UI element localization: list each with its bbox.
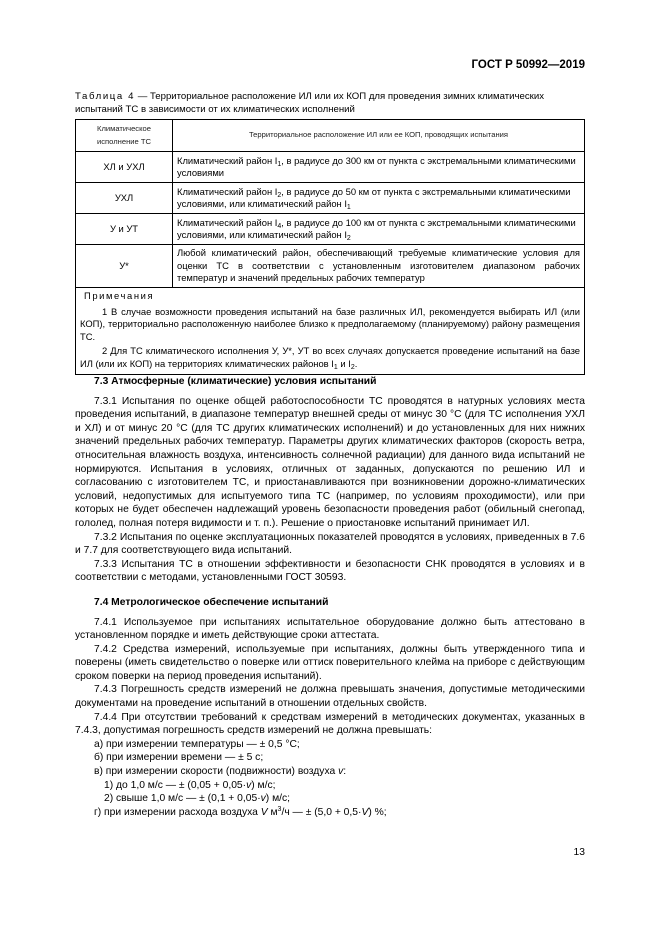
document-id: ГОСТ Р 50992—2019 [471,59,585,71]
climate-table [75,119,585,375]
table-row [76,152,585,183]
section-7-4-title: 7.4 Метрологическое обеспечение испытаний [94,596,329,608]
table-row [76,183,585,214]
execution-cell: УХЛ [76,183,173,214]
paragraph-7-3-2: 7.3.2 Испытания по оценке эксплуатационных показателей проводятся в условиях, приведенных в 7.6 и 7.7 для соответствующего вида испытаний. [75,531,585,557]
paragraph-7-4-1: 7.4.1 Используемое при испытаниях испытательное оборудование должно быть аттестовано в установленном порядке и иметь действующие сроки аттестата. [75,616,585,642]
table-caption [75,90,585,116]
list-item-v: в) при измерении скорости (подвижности) воздуха v: [94,766,347,778]
table-row [76,214,585,245]
table-notes [76,288,585,375]
notes-title: Примечания [84,290,155,301]
execution-cell: ХЛ и УХЛ [76,152,173,183]
col-header-execution: Климатическое исполнение ТС [76,120,173,152]
table-header-row [76,120,585,152]
note-1: 1 В случае возможности проведения испытаний на базе различных ИЛ, рекомендуется выбирать ИЛ (или КОП), территориально расположенную наиболее близко к предполагаемому (планируемому) району размещения ТС. [80,305,580,342]
page-number: 13 [573,847,585,858]
location-cell: Климатический район $I_2$, в радиусе до 50 км от пункта с экстремальными климатическими условиями, или климатический район $I_1$ [173,183,585,214]
list-item-v-1: 1) до 1,0 м/с — ± (0,05 + 0,05·v) м/с; [104,779,276,791]
paragraph-7-4-2: 7.4.2 Средства измерений, используемые при испытаниях, должны быть утвержденного типа и поверены (иметь свидетельство о поверке или оттиск поверительного клейма на приборе с действующим сроком поверки на период проведения испытаний). [75,643,585,682]
table-notes-row [76,288,585,375]
table-caption-text: — Территориальное расположение ИЛ или их КОП для проведения зимних климатических испытаний ТС в зависимости от их климатических исполнений [75,91,545,115]
location-cell: Климатический район $I_4$, в радиусе до 100 км от пункта с экстремальными климатическими условиями, или климатический район $I_2$ [173,214,585,245]
note-2: 2 Для ТС климатического исполнения У, У*, УТ во всех случаях допускается проведение испытаний на базе ИЛ (или их КОП) на территориях климатических районов $I_1$ и $I_2$. [80,345,580,371]
paragraph-7-4-3: 7.4.3 Погрешность средств измерений не должна превышать значения, допустимые методическими документами на проведение испытаний в отношении отдельных свойств. [75,684,585,710]
section-7-3-title: 7.3 Атмосферные (климатические) условия испытаний [94,376,377,387]
list-item-b: б) при измерении времени — ± 5 с; [94,752,264,764]
location-cell: Климатический район $I_1$, в радиусе до 300 км от пункта с экстремальными климатическими условиями [173,152,585,183]
table-caption-label: Таблица 4 [75,91,136,102]
execution-cell: У и УТ [76,214,173,245]
paragraph-7-3-3: 7.3.3 Испытания ТС в отношении эффективности и безопасности СНК проводятся в условиях и в соответствии с методами, установленными ГОСТ 30593. [75,558,585,584]
list-item-v-2: 2) свыше 1,0 м/с — ± (0,1 + 0,05·v) м/с; [104,793,291,805]
col-header-location: Территориальное расположение ИЛ или ее КОП, проводящих испытания [173,120,585,152]
document-body [75,375,585,819]
table-row [76,245,585,288]
list-item-g: г) при измерении расхода воздуха V $м^3/ч$ — ± (5,0 + 0,5·V) %; [94,805,387,818]
location-cell: Любой климатический район, обеспечивающий требуемые климатические условия для оценки ТС в соответствии с установленным изготовителем диапазоном рабочих температур и значений предельных рабочих температур [173,245,585,288]
paragraph-7-4-4: 7.4.4 При отсутствии требований к средствам измерений в методических документах, указанных в 7.4.3, допустимая погрешность средств измерений не должна превышать: [75,711,585,737]
list-item-a: а) при измерении температуры — ± 0,5 °С; [94,738,300,750]
execution-cell: У* [76,245,173,288]
paragraph-7-3-1: 7.3.1 Испытания по оценке общей работоспособности ТС проводятся в натурных условиях места проведения испытаний, в диапазоне температур внешней среды от минус 30 °С (для ТС исполнения УХЛ и ХЛ) и от минус 20 °С (для ТС других климатических исполнений) и до установленных для них нижних значений предельных рабочих температур. Параметры других климатических факторов (скорость ветра, относительная влажность воздуха, интенсивность солнечной радиации) для данного вида испытаний не нормируются. Испытания в условиях, отличных от заданных, допускаются по решению ИЛ и согласованию с изготовителем ТС, и приостанавливаются при возникновении дорожно-климатических условий, недопустимых для испытуемого типа ТС (например, по условиям проходимости), или при которых не будет обеспечен надлежащий уровень безопасности проведения работ (обильный снегопад, гололед, полная потеря видимости и т. п.). Решение о приостановке испытаний принимает ИЛ. [75,395,585,529]
